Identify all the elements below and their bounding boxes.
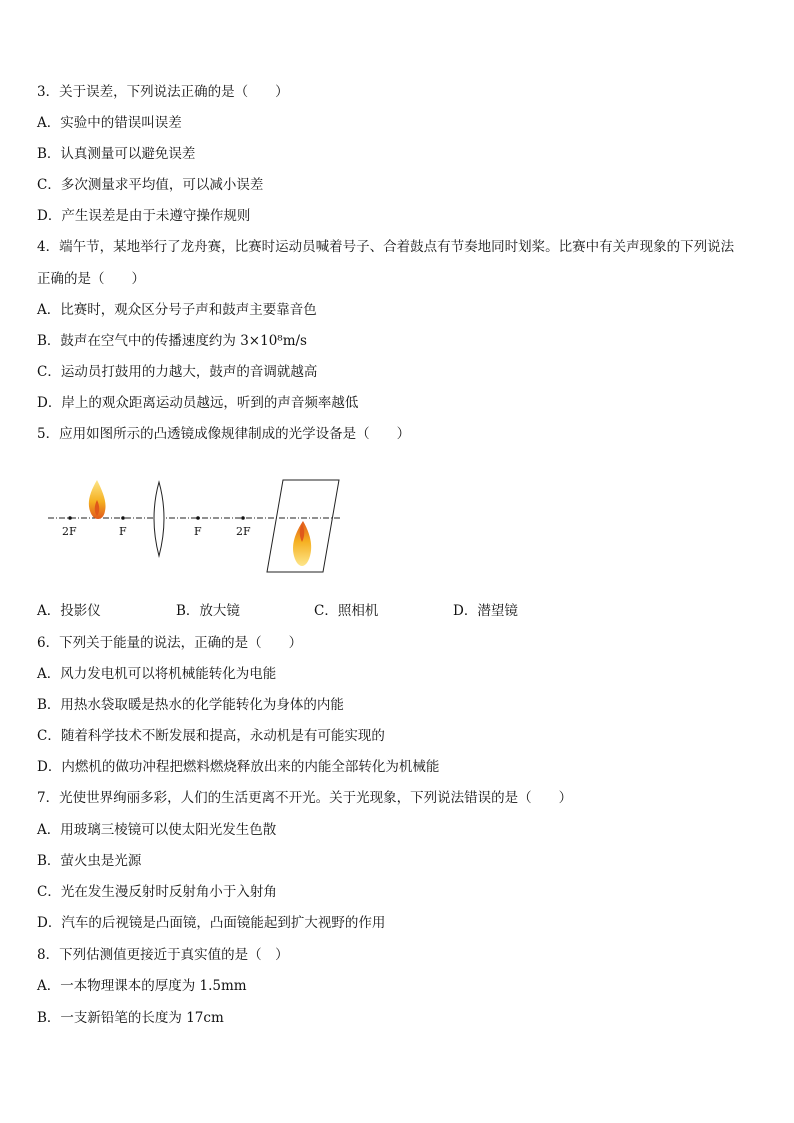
label-f-left: F bbox=[119, 525, 127, 538]
q3-option-a: A．实验中的错误叫误差 bbox=[37, 115, 182, 131]
q4-option-d: D．岸上的观众距离运动员越远，听到的声音频率越低 bbox=[37, 395, 359, 411]
q3-option-d: D．产生误差是由于未遵守操作规则 bbox=[37, 208, 251, 224]
q5-option-c: C．照相机 bbox=[314, 603, 379, 619]
q6-option-d: D．内燃机的做功冲程把燃料燃烧释放出来的内能全部转化为机械能 bbox=[37, 759, 440, 775]
q4-option-a: A．比赛时，观众区分号子声和鼓声主要靠音色 bbox=[37, 302, 317, 318]
q7-option-b: B．萤火虫是光源 bbox=[37, 853, 142, 869]
q5-option-b: B．放大镜 bbox=[176, 603, 240, 619]
point-2f-left bbox=[68, 516, 72, 520]
q4-stem-line1: 4．端午节，某地举行了龙舟赛，比赛时运动员喊着号子、合着鼓点有节奏地同时划桨。比赛中有关声现象的下列说法 bbox=[37, 239, 735, 255]
q6-option-c: C．随着科学技术不断发展和提高，永动机是有可能实现的 bbox=[37, 728, 385, 744]
q4-option-b: B．鼓声在空气中的传播速度约为 3×10⁸m/s bbox=[37, 333, 307, 349]
q6-option-b: B．用热水袋取暖是热水的化学能转化为身体的内能 bbox=[37, 697, 344, 713]
label-f-right: F bbox=[194, 525, 202, 538]
q5-option-d: D．潜望镜 bbox=[453, 603, 518, 619]
q8-option-a: A．一本物理课本的厚度为 1.5mm bbox=[37, 978, 247, 994]
q8-stem: 8．下列估测值更接近于真实值的是（ ） bbox=[37, 947, 289, 963]
q3-option-b: B．认真测量可以避免误差 bbox=[37, 146, 196, 162]
label-2f-right: 2F bbox=[236, 525, 251, 538]
q4-stem-line2: 正确的是（ ） bbox=[37, 271, 145, 287]
q3-stem: 3．关于误差，下列说法正确的是（ ） bbox=[37, 84, 289, 100]
q7-option-c: C．光在发生漫反射时反射角小于入射角 bbox=[37, 884, 277, 900]
q4-option-c: C．运动员打鼓用的力越大，鼓声的音调就越高 bbox=[37, 364, 318, 380]
point-f-left bbox=[121, 516, 125, 520]
q7-option-a: A．用玻璃三棱镜可以使太阳光发生色散 bbox=[37, 822, 277, 838]
convex-lens-diagram bbox=[40, 470, 360, 580]
q5-options-row bbox=[37, 602, 597, 620]
q7-stem: 7．光使世界绚丽多彩，人们的生活更离不开光。关于光现象，下列说法错误的是（ ） bbox=[37, 790, 573, 806]
label-2f-left: 2F bbox=[62, 525, 77, 538]
q5-option-a: A．投影仪 bbox=[37, 603, 101, 619]
q6-stem: 6．下列关于能量的说法，正确的是（ ） bbox=[37, 635, 303, 651]
q3-option-c: C．多次测量求平均值，可以减小误差 bbox=[37, 177, 264, 193]
point-f-right bbox=[196, 516, 200, 520]
convex-lens bbox=[154, 482, 164, 556]
q7-option-d: D．汽车的后视镜是凸面镜，凸面镜能起到扩大视野的作用 bbox=[37, 915, 386, 931]
q5-stem: 5．应用如图所示的凸透镜成像规律制成的光学设备是（ ） bbox=[37, 426, 411, 442]
point-2f-right bbox=[241, 516, 245, 520]
q8-option-b: B．一支新铅笔的长度为 17cm bbox=[37, 1010, 224, 1026]
q6-option-a: A．风力发电机可以将机械能转化为电能 bbox=[37, 666, 277, 682]
